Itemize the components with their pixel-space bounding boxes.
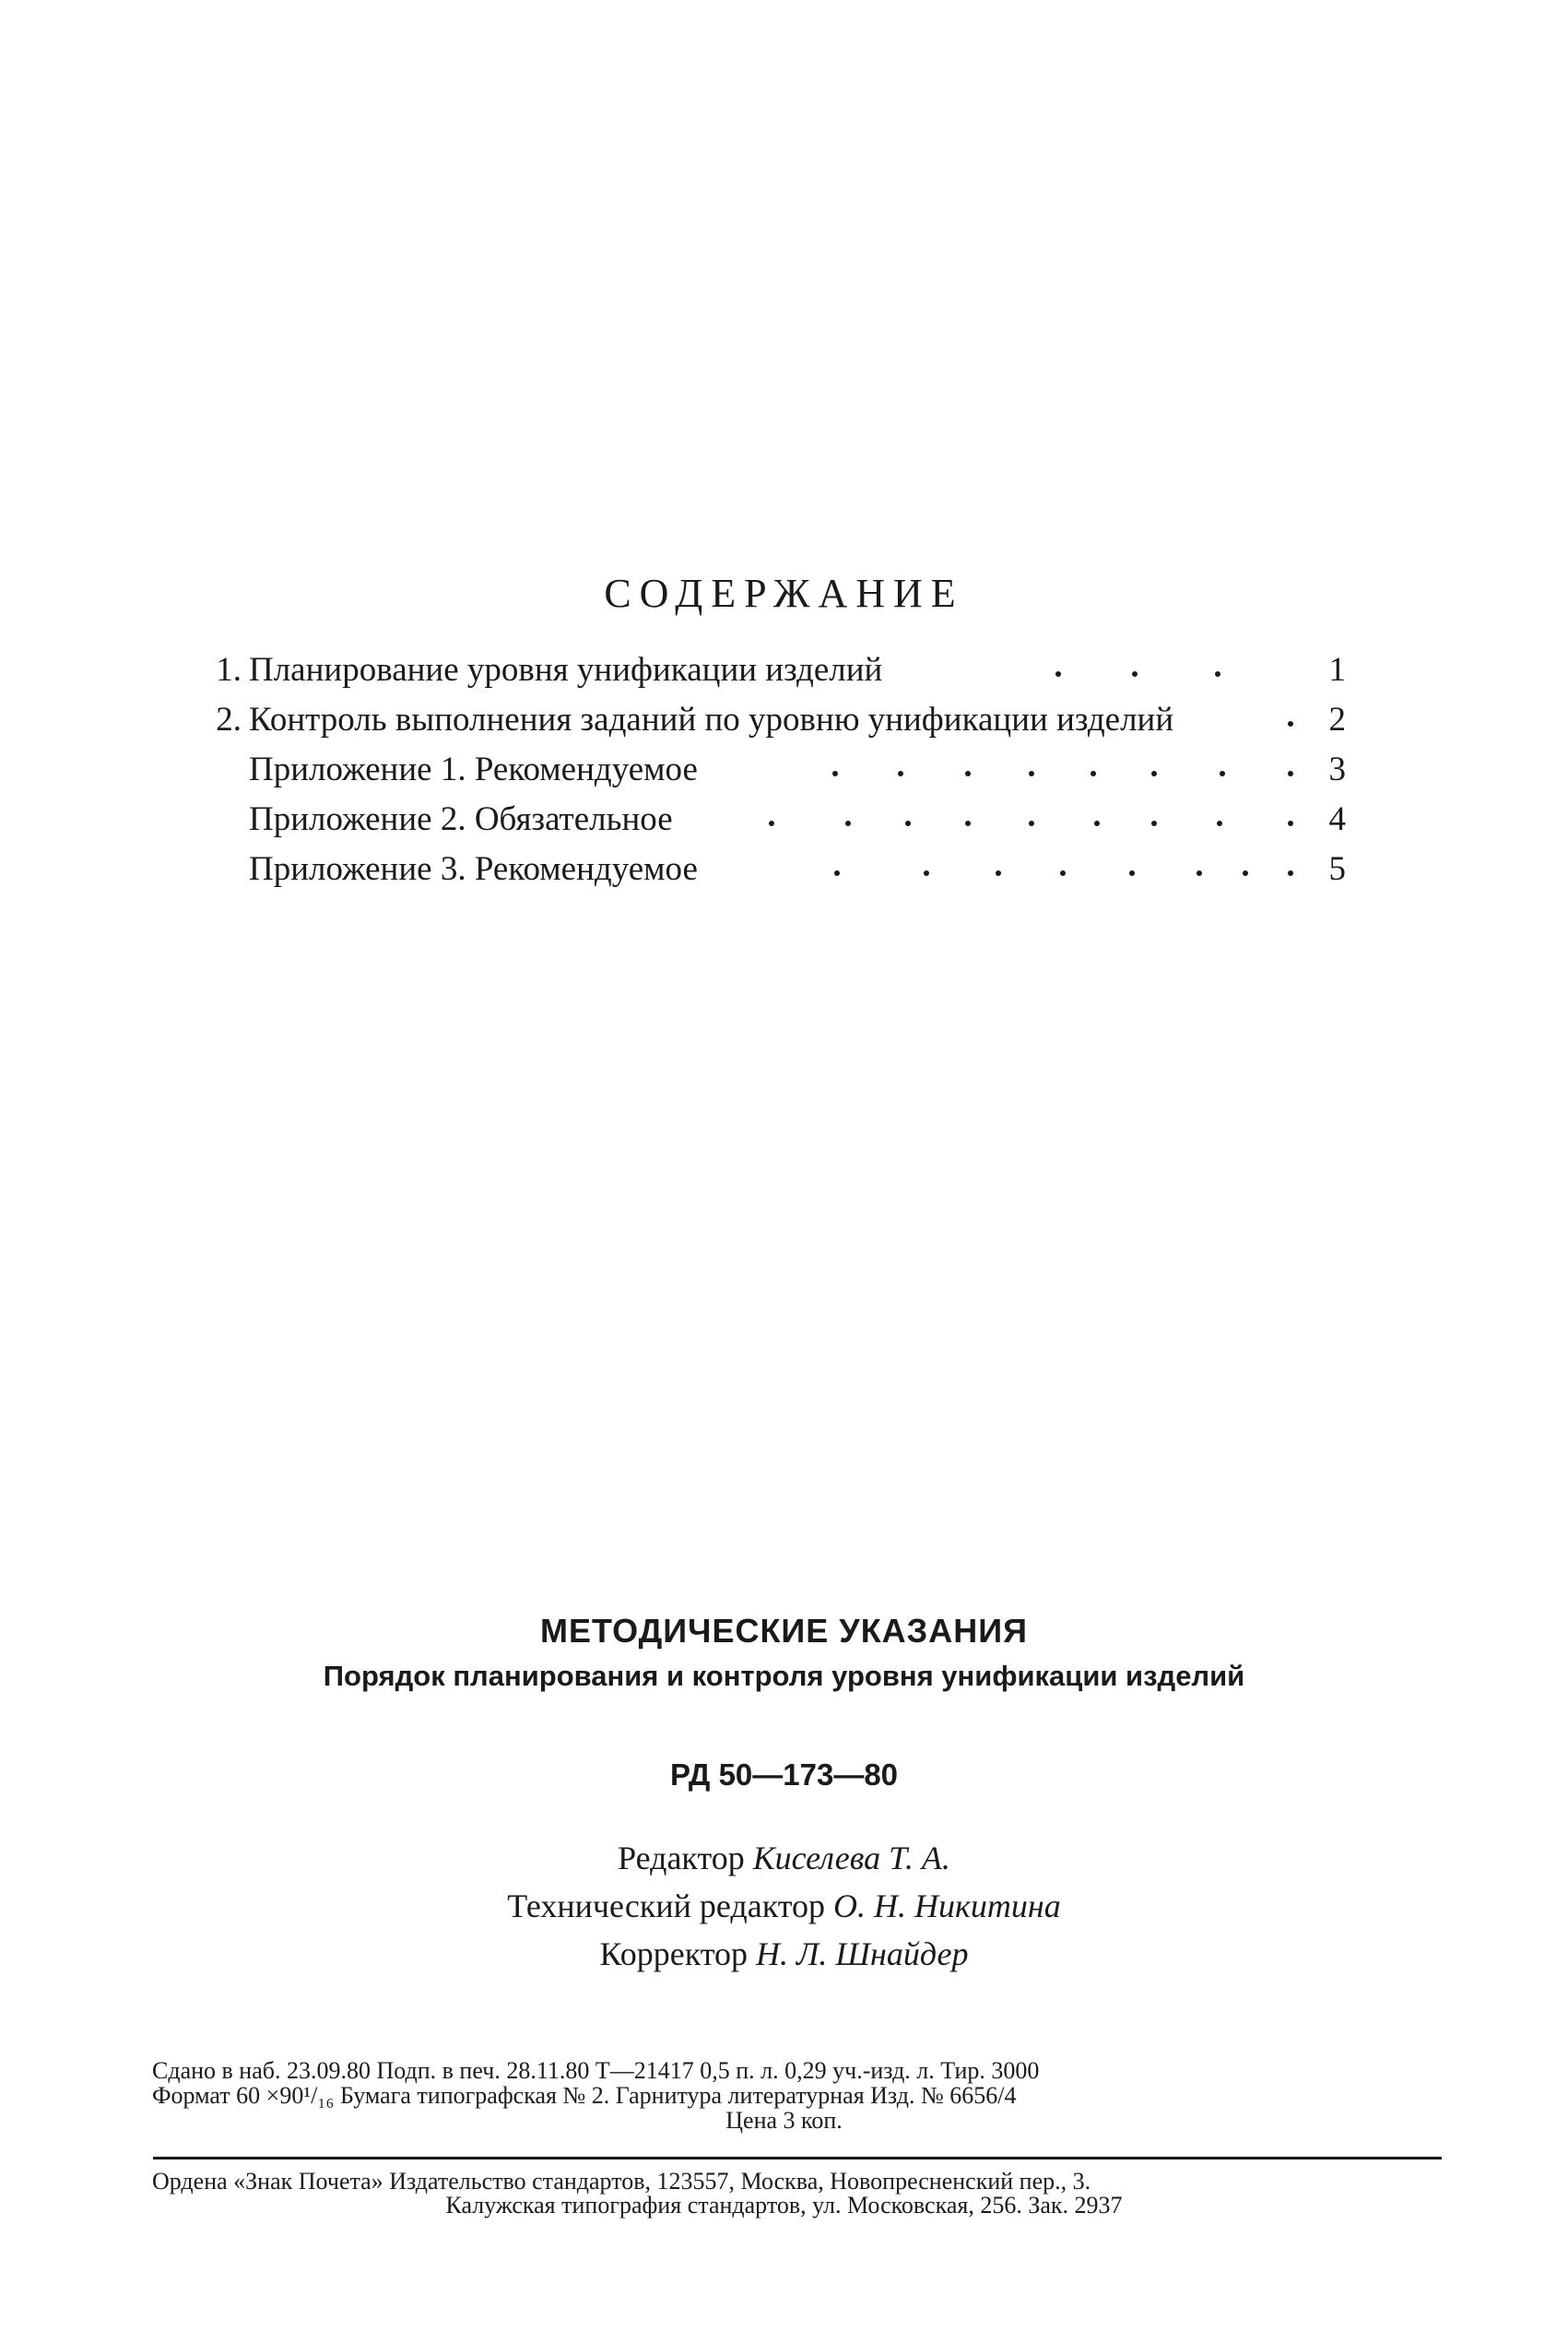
leader-dot [1197, 870, 1202, 876]
leader-dot [1129, 870, 1135, 876]
toc-item [0, 697, 1568, 743]
corrector-credit [0, 1935, 1568, 1973]
toc-item [0, 747, 1568, 793]
leader-dot [905, 821, 911, 826]
document-code: РД 50—173—80 [669, 1757, 899, 1792]
toc-item-page: 1 [1328, 651, 1346, 689]
editor-role: Редактор [618, 1840, 745, 1876]
leader-dot [924, 870, 929, 876]
corrector-role: Корректор [599, 1935, 749, 1972]
leader-dot [1094, 821, 1100, 826]
tech-editor-role: Технический редактор [507, 1887, 825, 1924]
toc-item-label: Контроль выполнения заданий по уровню унификации изделий [249, 701, 1174, 739]
toc-item-number: 1. [216, 651, 242, 689]
leader-dot [1220, 771, 1225, 776]
leader-dot [965, 821, 971, 826]
leader-dot [769, 821, 774, 826]
toc-item-number: 2. [216, 701, 242, 739]
print-info-line: Формат 60 ×90¹/₁₆ Бумага типографская № 2. Гарнитура литературная Изд. № 6656/4 [152, 2082, 1017, 2109]
toc-item-page: 2 [1328, 701, 1346, 739]
toc-item-label: Планирование уровня унификации изделий [249, 651, 883, 689]
printer-line: Калужская типография стандартов, ул. Московская, 256. Зак. 2937 [445, 2192, 1123, 2219]
leader-dot [1151, 771, 1157, 776]
leader-dot [1288, 771, 1293, 776]
toc-item [0, 647, 1568, 693]
contents-title: СОДЕРЖАНИЕ [604, 571, 964, 616]
toc-item-label: Приложение 2. Обязательное [249, 800, 673, 838]
toc-item-page: 3 [1328, 751, 1346, 788]
leader-dot [965, 771, 971, 776]
editor-name: Киселева Т. А. [752, 1840, 950, 1876]
leader-dot [1132, 671, 1138, 677]
toc-item-page: 5 [1328, 850, 1346, 888]
leader-dot [832, 771, 838, 776]
leader-dot [1288, 870, 1293, 876]
tech-editor-credit [0, 1887, 1568, 1925]
leader-dot [1288, 721, 1293, 727]
leader-dot [898, 771, 903, 776]
leader-dot [1091, 771, 1096, 776]
leader-dot [1055, 671, 1061, 677]
corrector-name: Н. Л. Шнайдер [756, 1935, 969, 1972]
leader-dot [834, 870, 840, 876]
leader-dot [1217, 821, 1222, 826]
toc-item [0, 846, 1568, 893]
tech-editor-name: О. Н. Никитина [833, 1887, 1061, 1924]
leader-dot [1151, 821, 1157, 826]
document-title: МЕТОДИЧЕСКИЕ УКАЗАНИЯ [540, 1612, 1028, 1650]
price-line: Цена 3 коп. [725, 2107, 843, 2134]
editor-credit [0, 1839, 1568, 1877]
document-subtitle: Порядок планирования и контроля уровня унификации изделий [323, 1660, 1245, 1692]
leader-dot [1215, 671, 1220, 677]
toc-item-page: 4 [1328, 800, 1346, 838]
leader-dot [1029, 771, 1034, 776]
leader-dot [845, 821, 851, 826]
toc-item-label: Приложение 3. Рекомендуемое [249, 850, 698, 888]
leader-dot [1288, 821, 1293, 826]
divider-rule [153, 2157, 1442, 2159]
toc-item [0, 797, 1568, 843]
leader-dot [996, 870, 1001, 876]
publisher-line: Ордена «Знак Почета» Издательство стандартов, 123557, Москва, Новопресненский пер., 3. [152, 2168, 1091, 2195]
print-info-line: Сдано в наб. 23.09.80 Подп. в печ. 28.11.80 Т—21417 0,5 п. л. 0,29 уч.-изд. л. Тир. 3000 [152, 2057, 1040, 2084]
toc-item-label: Приложение 1. Рекомендуемое [249, 751, 698, 788]
leader-dot [1060, 870, 1066, 876]
leader-dot [1243, 870, 1248, 876]
leader-dot [1029, 821, 1034, 826]
